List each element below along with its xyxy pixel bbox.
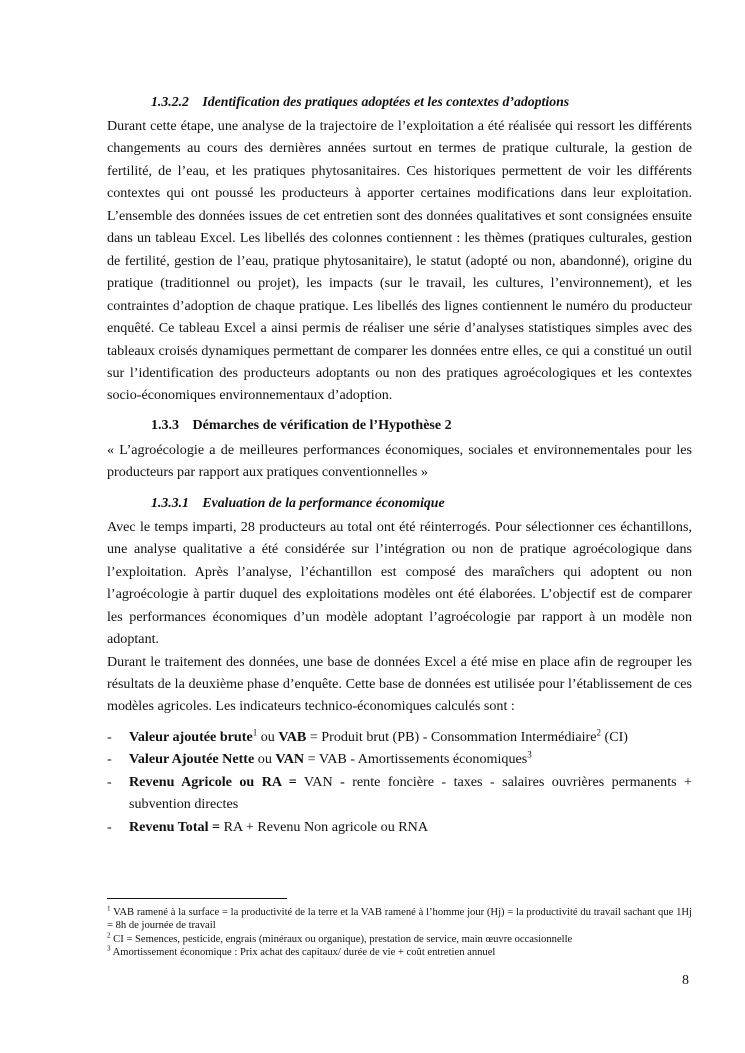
paragraph-trajectory: Durant cette étape, une analyse de la trajectoire de l’exploitation a été réalisée qui ressort les différents changements au cours des dernières années surtout en termes de pratique culturale, la gestion de fertilité, de l’eau, et les pratiques phytosanitaires. Ces historiques permettent de voir les différents contextes qui ont poussé les producteurs à apporter certaines modifications dans leur exploitation. L’ensemble des données issues de cet entretien sont des données qualitatives et sont consignées ensuite dans un tableau Excel. Les libellés des colonnes contiennent : les thèmes (pratiques culturales, gestion de fertilité, gestion de l’eau, pratique phytosanitaire), le statut (adopté ou non, abandonné), origine du pratique (traditionnel ou projet), les impacts (sur le travail, les cultures, l’environnement), et les contraintes d’adoption de chaque pratique. Les libellés des lignes contiennent le numéro du producteur enquêté. Ce tableau Excel a ainsi permis de réaliser une série d’analyses statistiques simples avec des tableaux croisés dynamiques permettant de comparer les données entre elles, ce qui a constitué un outil sur l’identification des producteurs adoptants ou non des pratiques agroécologiques et les contextes socio-économiques environnementaux d’adoption.: [107, 118, 692, 404]
list-item: - Valeur ajoutée brute$^1$ ou VAB = Produit brut (PB) - Consommation Intermédiaire$^2$ (CI): [107, 727, 628, 745]
footnote-divider: [107, 898, 287, 899]
footnote-2: $^2$ CI = Semences, pesticide, engrais (minéraux ou organique), prestation de service, main œuvre occasionnelle: [107, 931, 573, 945]
heading-number: 1.3.3.1: [151, 494, 189, 510]
paragraph-sampling: Avec le temps imparti, 28 producteurs au total ont été réinterrogés. Pour sélectionner ces échantillons, une analyse qualitative a été considérée sur l’intégration ou non de pratique agroécologique dans l’exploitation. Après l’analyse, l’échantillon est composé des maraîchers qui adoptent ou non l’agroécologie à partir duquel des exploitations modèles ont été élaborées. L’objectif est de comparer les performances économiques d’un modèle adoptant l’agroécologie par rapport à un modèle non adoptant.: [107, 518, 692, 648]
page-body: [107, 91, 692, 838]
footnote-3: $^3$ Amortissement économique : Prix achat des capitaux/ durée de vie + coût entretien annuel: [107, 944, 496, 959]
paragraph-database: Durant le traitement des données, une base de données Excel a été mise en place afin de regrouper les résultats de la deuxième phase d’enquête. Cette base de données est utilisée pour l’établissement de ces modèles agricoles. Les indicateurs technico-économiques calculés sont :: [107, 653, 692, 715]
heading-title: Démarches de vérification de l’Hypothèse 2: [192, 417, 452, 433]
heading-1-3-3-1: [107, 492, 692, 514]
list-item: - Valeur Ajoutée Nette ou VAN = VAB - Amortissements économiques$^3$: [107, 749, 532, 768]
footnote-1: $^1$ VAB ramené à la surface = la productivité de la terre et la VAB ramené à l’homme jour (Hj) = la productivité du travail sachant que 1Hj = 8h de journée de travail: [107, 904, 692, 932]
list-item: - Revenu Total = RA + Revenu Non agricole ou RNA: [107, 818, 429, 835]
footnotes: [107, 898, 692, 960]
indicator-list: [107, 726, 692, 838]
page-number: 8: [682, 973, 689, 988]
heading-title: Identification des pratiques adoptées et les contextes d’adoptions: [202, 94, 570, 109]
heading-1-3-3: [107, 415, 692, 437]
heading-number: 1.3.2.2: [151, 94, 189, 109]
heading-number: 1.3.3: [151, 417, 179, 433]
paragraph-hypothesis: « L’agroécologie a de meilleures performances économiques, sociales et environnementales pour les producteurs par rapport aux pratiques conventionnelles »: [107, 441, 692, 481]
heading-title: Evaluation de la performance économique: [202, 494, 445, 510]
list-item: - Revenu Agricole ou RA = VAN - rente foncière - taxes - salaires ouvrières permanents + subvention directes: [107, 773, 693, 813]
heading-1-3-2-2: [107, 91, 692, 113]
